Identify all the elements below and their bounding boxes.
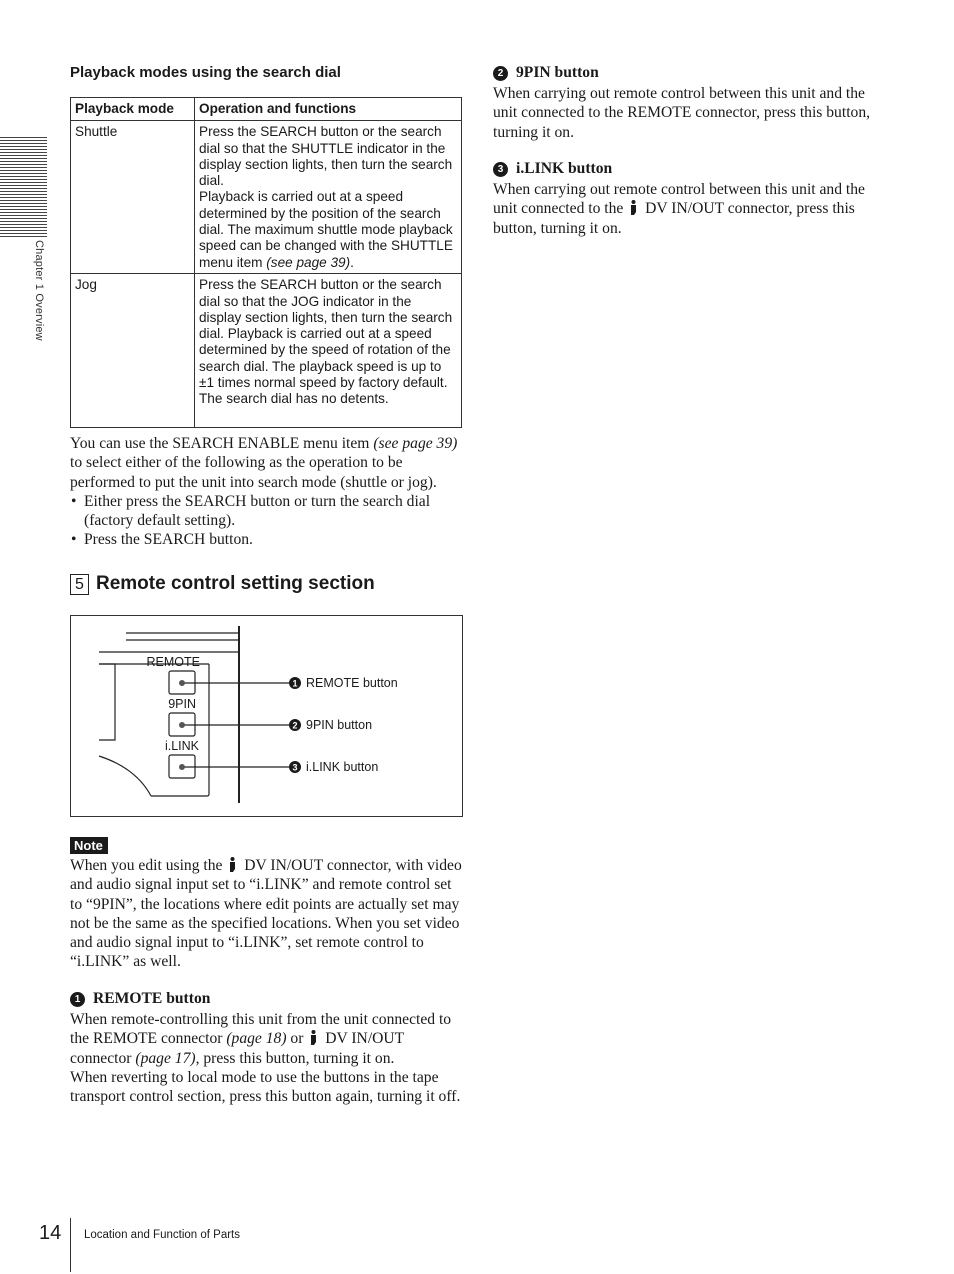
callout-number: 3 xyxy=(292,762,298,773)
column-header-mode: Playback mode xyxy=(71,98,195,121)
callout-number: 2 xyxy=(493,66,508,81)
ilink-icon xyxy=(309,1030,318,1045)
footer-section-title: Location and Function of Parts xyxy=(84,1229,240,1241)
playback-modes-table xyxy=(70,97,462,428)
remote-button-description: When remote-controlling this unit from the unit connected to the REMOTE connector (page 18) or DV IN/OUT connector (page 17), press this button, turning it on. When reverting to local mode to use the buttons in the tape transport control section, press this button again, turning it off. xyxy=(70,1011,461,1106)
page-number: 14 xyxy=(39,1222,62,1244)
section-title: Remote control setting section xyxy=(96,573,375,594)
remote-panel-diagram xyxy=(70,615,463,817)
note-badge: Note xyxy=(70,837,108,854)
callout-number: 1 xyxy=(292,678,298,689)
9pin-button-description: When carrying out remote control between this unit and the unit connected to the REMOTE connector, press this button, turning it on. xyxy=(493,85,871,141)
page-reference: (see page 39) xyxy=(373,435,458,452)
section-number-box: 5 xyxy=(70,574,89,595)
section-heading xyxy=(70,573,375,595)
callout-9pin-button: 9PIN button xyxy=(306,718,373,732)
ilink-button-description: When carrying out remote control between this unit and the unit connected to the DV IN/OUT connector, press this button, turning it on. xyxy=(493,181,865,237)
callout-number: 1 xyxy=(70,992,85,1007)
list-item: • Press the SEARCH button. xyxy=(71,531,253,549)
callout-number: 2 xyxy=(292,720,298,731)
table-title: Playback modes using the search dial xyxy=(70,64,341,81)
remote-button-heading: 1 REMOTE button xyxy=(70,990,210,1008)
table-row xyxy=(71,121,462,274)
mode-cell: Shuttle xyxy=(71,121,195,274)
9pin-button-heading: 2 9PIN button xyxy=(493,64,599,82)
callout-remote-button: REMOTE button xyxy=(306,676,398,690)
mode-cell: Jog xyxy=(71,274,195,428)
callout-ilink-button: i.LINK button xyxy=(306,760,379,774)
ilink-icon xyxy=(228,857,237,872)
page-reference: (page 18) xyxy=(226,1030,287,1048)
list-item: • Either press the SEARCH button or turn the search dial (factory default setting). xyxy=(71,492,431,530)
chapter-tab-label: Chapter 1 Overview xyxy=(33,240,45,341)
panel-label-ilink: i.LINK xyxy=(164,739,199,753)
operation-cell: Press the SEARCH button or the search dial so that the SHUTTLE indicator in the display section lights, then turn the search dial. Playback is carried out at a speed determined by the position of the search dial. The maximum shuttle mode playback speed can be changed with the SHUTTLE menu item (see page 39). xyxy=(195,121,462,274)
panel-label-9pin: 9PIN xyxy=(168,697,196,711)
search-enable-paragraph: You can use the SEARCH ENABLE menu item (see page 39) to select either of the following as the operation to be performed to put the unit into search mode (shuttle or jog). • Either press the SEARCH button or turn the search dial (factory default setting). • Press the SEARCH button. xyxy=(70,434,465,550)
ilink-button-heading: 3 i.LINK button xyxy=(493,160,612,178)
column-header-operation: Operation and functions xyxy=(195,98,462,121)
ilink-icon xyxy=(629,200,638,215)
footer-divider xyxy=(70,1218,71,1272)
note-text: When you edit using the DV IN/OUT connector, with video and audio signal input set to “i.LINK” and remote control set to “9PIN”, the locations where edit points are actually set may not be the same as the specified locations. When you set video and audio signal input to “i.LINK”, set remote control to “i.LINK” as well. xyxy=(70,857,462,971)
panel-illustration xyxy=(71,616,462,816)
operation-cell: Press the SEARCH button or the search dial so that the JOG indicator in the display section lights, then turn the search dial. Playback is carried out at a speed determined by the speed of rotation of the search dial. The playback speed is up to ±1 times normal speed by factory default. The search dial has no detents. xyxy=(195,274,462,428)
chapter-tab-stripes xyxy=(0,137,47,239)
callout-number: 3 xyxy=(493,162,508,177)
table-row xyxy=(71,274,462,428)
table-header-row xyxy=(71,98,462,121)
page-reference: (see page 39) xyxy=(266,254,351,270)
page-reference: (page 17) xyxy=(135,1049,196,1067)
panel-label-remote: REMOTE xyxy=(146,655,200,669)
